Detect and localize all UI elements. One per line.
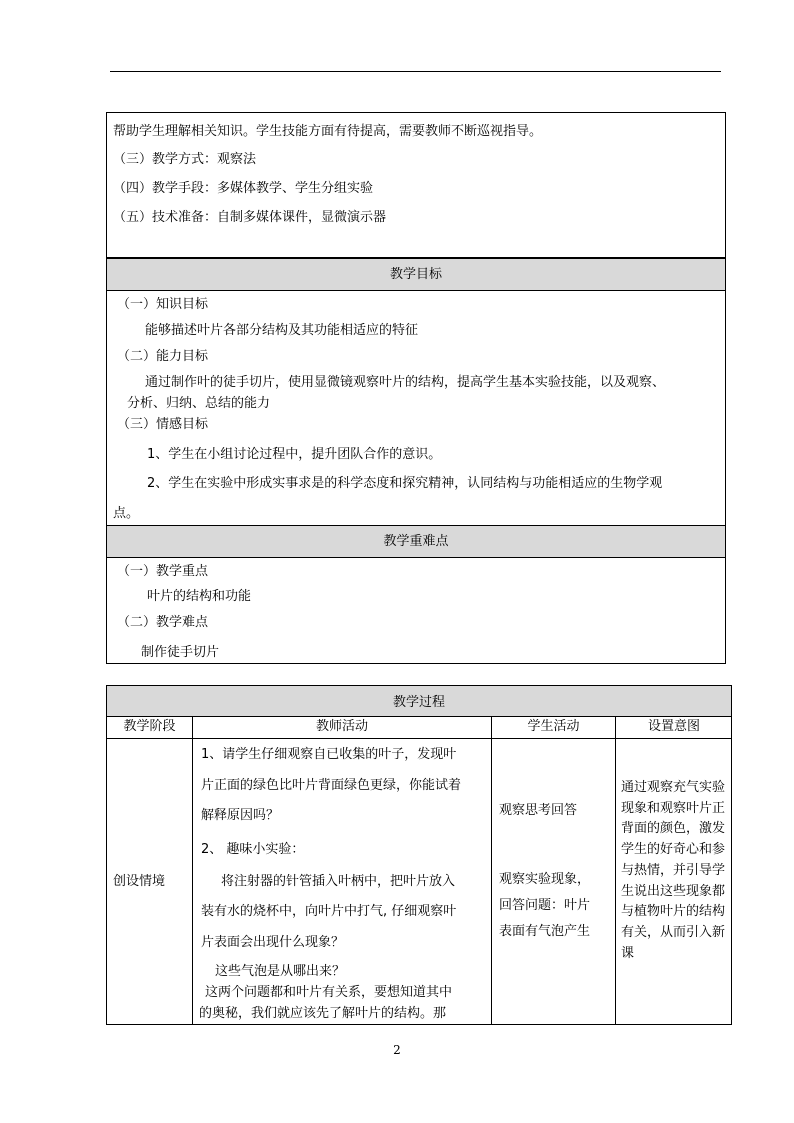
emotion-goal-title: （三）情感目标	[117, 417, 209, 432]
methods-line-4: （五）技术准备：自制多媒体课件，显微演示器	[113, 210, 387, 225]
focus-text: 叶片的结构和功能	[147, 589, 252, 604]
intent-cell: 通过观察充气实验现象和观察叶片正背面的颜色，激发学生的好奇心和参与热情，并引导学生说出这些现象都与植物叶片的结构有关，从而引入新课	[621, 780, 726, 961]
teacher-line-8: 这些气泡是从哪出来？	[215, 964, 346, 979]
emotion-goal-text-2: 2、学生在实验中形成实事求是的科学态度和探究精神，认同结构与功能相适应的生物学观	[147, 476, 663, 491]
ability-goal-text-2: 分析、归纳、总结的能力	[127, 396, 271, 411]
header-rule	[110, 71, 721, 72]
process-header: 教学过程	[107, 686, 731, 717]
teacher-line-3: 解释原因吗？	[201, 808, 280, 823]
focus-title: （一）教学重点	[117, 564, 209, 579]
student-line-4: 表面有气泡产生	[499, 924, 591, 939]
col-divider-2	[491, 716, 492, 1024]
teacher-line-9: 这两个问题都和叶片有关系，要想知道其中	[205, 985, 453, 1000]
process-table	[106, 685, 732, 1025]
student-line-3: 回答问题：叶片	[499, 898, 591, 913]
methods-line-1: 帮助学生理解相关知识。学生技能方面有待提高，需要教师不断巡视指导。	[113, 124, 543, 139]
student-line-1: 观察思考回答	[499, 803, 578, 818]
student-line-2: 观察实验现象，	[499, 872, 591, 887]
stage-cell: 创设情境	[113, 874, 166, 889]
teacher-line-10: 的奥秘，我们就应该先了解叶片的结构。那	[199, 1006, 447, 1021]
emotion-goal-text-3: 点。	[113, 506, 140, 521]
teacher-line-4: 2、 趣味小实验：	[201, 842, 305, 857]
teacher-line-2: 片正面的绿色比叶片背面绿色更绿，你能试着	[201, 778, 462, 793]
col-header-stage: 教学阶段	[123, 719, 176, 734]
col-header-teacher: 教师活动	[315, 719, 368, 734]
goals-header: 教学目标	[107, 258, 725, 291]
col-header-student: 学生活动	[527, 719, 580, 734]
ability-goal-title: （二）能力目标	[117, 349, 209, 364]
teacher-line-7: 片表面会出现什么现象？	[201, 935, 345, 950]
col-divider-1	[192, 716, 193, 1024]
difficulty-text: 制作徒手切片	[141, 645, 220, 660]
knowledge-goal-title: （一）知识目标	[117, 297, 209, 312]
knowledge-goal-text: 能够描述叶片各部分结构及其功能相适应的特征	[145, 323, 419, 338]
teacher-line-1: 1、请学生仔细观察自已收集的叶子，发现叶	[201, 747, 457, 762]
column-header-rule	[107, 738, 731, 739]
teacher-line-5: 将注射器的针管插入叶柄中，把叶片放入	[221, 874, 456, 889]
methods-line-2: （三）教学方式：观察法	[113, 152, 257, 167]
page-number: 2	[393, 1043, 401, 1057]
difficulty-title: （二）教学难点	[117, 615, 209, 630]
methods-box	[106, 112, 726, 258]
col-divider-3	[615, 716, 616, 1024]
emotion-goal-text-1: 1、学生在小组讨论过程中，提升团队合作的意识。	[147, 447, 442, 462]
ability-goal-text-1: 通过制作叶的徒手切片，使用显微镜观察叶片的结构，提高学生基本实验技能，以及观察、	[145, 375, 666, 390]
goals-box	[106, 258, 726, 664]
teacher-line-6: 装有水的烧杯中，向叶片中打气, 仔细观察叶	[201, 904, 457, 919]
keypoints-header: 教学重难点	[107, 525, 725, 558]
methods-line-3: （四）教学手段：多媒体教学、学生分组实验	[113, 181, 374, 196]
col-header-intent: 设置意图	[647, 719, 700, 734]
